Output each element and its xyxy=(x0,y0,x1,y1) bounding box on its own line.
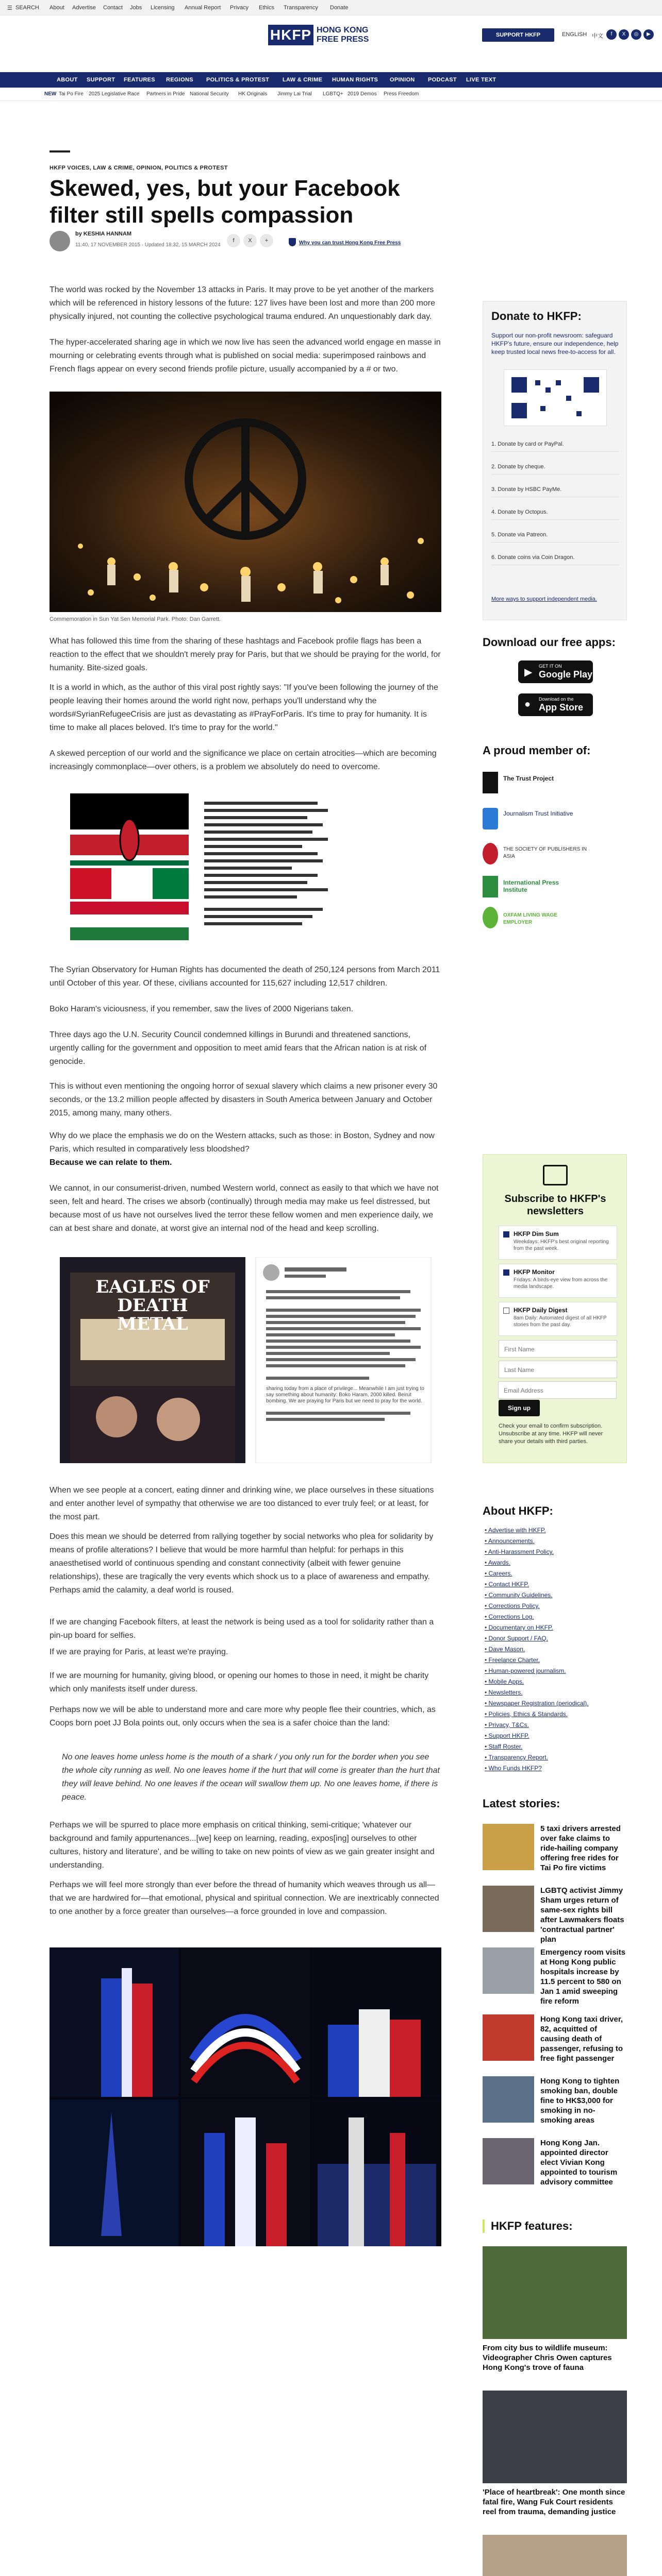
newsletter-note: Check your email to confirm subscription. Unsubscribe at any time. HKFP will never share your details with third parties. xyxy=(499,1423,603,1445)
poem-quote: No one leaves home unless home is the mouth of a shark / you only run for the border when you see the whole city running as well. No one leaves home if the hurt that will come is greater than the hurt that they will leave behind. No one leaves if the ocean will swallow them up. No one leaves home, if there is peace. xyxy=(62,1753,440,1802)
trending-bar xyxy=(0,88,662,101)
donate-option-card[interactable]: 1. Donate by card or PayPal. xyxy=(491,436,619,452)
story-thumbnail xyxy=(483,2076,534,2123)
language-english[interactable]: ENGLISH xyxy=(562,31,587,38)
donate-qr-image xyxy=(504,369,607,426)
donate-option-coin-dragon[interactable]: 6. Donate coins via Coin Dragon. xyxy=(491,550,619,565)
nav-features[interactable]: FEATURES xyxy=(124,77,155,83)
newsletter-desc: Fridays: A birds-eye view from across the media landscape. xyxy=(514,1277,608,1290)
story-title[interactable]: Hong Kong to tighten smoking ban, double fine to HK$3,000 for smoking in no-smoking areas xyxy=(540,2077,620,2125)
member-heading: A proud member of: xyxy=(483,744,591,757)
feature-thumbnail xyxy=(483,2246,627,2339)
trust-project-logo xyxy=(483,772,498,793)
publish-date: 11:40, 17 NOVEMBER 2015 · Updated 18:32, 15 MARCH 2024 xyxy=(75,242,221,248)
x-icon[interactable]: X xyxy=(619,29,629,40)
app-store-label: App Store xyxy=(539,702,584,713)
article-paragraph: A skewed perception of our world and the significance we place on certain atrocities—which are becoming increasingly commonplace—over others, is a problem we absolutely do need to overcome. xyxy=(49,749,437,771)
checkbox-icon[interactable] xyxy=(503,1231,509,1238)
article-paragraph: The Syrian Observatory for Human Rights has documented the death of 250,124 persons from March 2011 until October of this year. Of these, civilians accounted for 115,627 including 12,517 children. xyxy=(49,965,440,988)
app-store-button[interactable] xyxy=(518,693,593,716)
latest-story[interactable] xyxy=(483,2014,627,2076)
feature-story[interactable] xyxy=(483,2246,627,2372)
newsletter-desc: Weekdays: HKFP's best original reporting from the past week. xyxy=(514,1239,609,1251)
hkfp-logo[interactable]: HKFP xyxy=(268,25,313,45)
about-link[interactable]: • Newspaper Registration (periodical). xyxy=(485,1698,624,1709)
article-headline: Skewed, yes, but your Facebook filter still spells compassion xyxy=(49,176,400,228)
util-link-transparency[interactable]: Transparency xyxy=(284,5,318,11)
about-link[interactable]: • Who Funds HKFP? xyxy=(485,1763,624,1774)
support-hkfp-button[interactable]: SUPPORT HKFP xyxy=(482,28,554,42)
oxfam-name[interactable]: OXFAM LIVING WAGE EMPLOYER xyxy=(503,912,558,925)
story-thumbnail xyxy=(483,1886,534,1932)
article-paragraph-emphasis: Because we can relate to them. xyxy=(49,1158,172,1167)
article-paragraph: If we are changing Facebook filters, at least the network is being used as a tool for solidarity rather than a pin-up board for selfies. xyxy=(49,1618,434,1640)
last-name-input[interactable]: Last Name xyxy=(499,1361,617,1378)
nav-opinion[interactable]: OPINION xyxy=(390,77,415,83)
sopa-name[interactable]: THE SOCIETY OF PUBLISHERS IN ASIA xyxy=(503,846,587,859)
envelope-icon xyxy=(543,1165,568,1185)
story-title[interactable]: Emergency room visits at Hong Kong public hospitals increase by 11.5 percent to 580 on Jan 1 amid sweeping fire reform xyxy=(540,1948,626,2006)
menu-icon[interactable]: ☰ xyxy=(7,5,12,11)
trending-item[interactable]: Tai Po Fire xyxy=(59,91,84,97)
article-categories[interactable]: HKFP VOICES, LAW & CRIME, OPINION, POLITICS & PROTEST xyxy=(49,165,228,171)
util-link-annual-report[interactable]: Annual Report xyxy=(185,5,221,11)
newsletter-signup-button[interactable]: Sign up xyxy=(499,1400,540,1416)
facebook-icon[interactable]: f xyxy=(606,29,617,40)
trending-item[interactable]: 2025 Legislative Race xyxy=(89,91,140,97)
donate-more-link[interactable]: More ways to support independent media. xyxy=(491,596,597,602)
latest-story[interactable] xyxy=(483,1824,627,1886)
trending-item[interactable]: 2019 Demos xyxy=(347,91,377,97)
sidebar-donate-box xyxy=(483,301,627,620)
about-link[interactable]: • Privacy, T&Cs. xyxy=(485,1720,624,1731)
about-link[interactable]: • Transparency Report. xyxy=(485,1752,624,1763)
trending-item[interactable]: Jimmy Lai Trial xyxy=(277,91,312,97)
nav-live-text[interactable]: LIVE TEXT xyxy=(466,77,496,83)
about-link[interactable]: • Contact HKFP. xyxy=(485,1579,624,1590)
trust-link[interactable]: Why you can trust Hong Kong Free Press xyxy=(299,240,401,246)
about-link[interactable]: • Advertise with HKFP. xyxy=(485,1525,624,1536)
story-title[interactable]: LGBTQ activist Jimmy Sham urges return of same-sex rights bill after Lawmakers floats 'contractual partner' plan xyxy=(540,1886,624,1944)
trust-project-name[interactable]: The Trust Project xyxy=(503,775,554,782)
article-paragraph: Perhaps now we will be able to understand more and care more why people flee their countries, which, as Coops born poet JJ Bola points out, only occurs when the sea is a safer choice than the land: xyxy=(49,1705,436,1727)
trending-label: NEW xyxy=(44,91,57,97)
latest-story[interactable] xyxy=(483,2138,627,2200)
util-link-donate[interactable]: Donate xyxy=(330,5,349,11)
google-play-small: GET IT ON xyxy=(539,664,562,669)
donate-heading: Donate to HKFP: xyxy=(491,310,582,323)
app-store-small: Download on the xyxy=(539,697,574,702)
about-link[interactable]: • Staff Roster. xyxy=(485,1741,624,1752)
header-rule xyxy=(49,150,70,152)
util-link-about[interactable]: About xyxy=(49,5,64,11)
article-paragraph: Does this mean we should be deterred from rallying together by social networks who plea for solidarity by means of profile alterations? I believe that would be more harmful than helpful: for perhaps in this anaesthetised world of continuous spending and constant connectivity (albeit with fewer genuine relationships), these are tragically the very events which shock us to a place of awareness and empathy. Perhaps amid the calamity, a deaf world is roused. xyxy=(49,1532,434,1595)
landmarks-tricolour-collage xyxy=(49,1947,441,2246)
about-link[interactable]: • Corrections Policy. xyxy=(485,1601,624,1612)
trending-item[interactable]: Press Freedom xyxy=(384,91,419,97)
article-paragraph: If we are mourning for humanity, giving blood, or opening our homes to those in need, it might be charity which only manifests itself under duress. xyxy=(49,1671,429,1693)
article-paragraph: When we see people at a concert, eating dinner and drinking wine, we place ourselves in these situations and enter another level of sympathy that otherwise we are too distanced to ever truly feel; or at least, for the most part. xyxy=(49,1486,434,1521)
article-paragraph: The world was rocked by the November 13 attacks in Paris. It may prove to be yet another of the markers which will be referenced in history lessons of the future: 127 lives have been lost and more than 200 more physically injured, not counting the collective psychological trauma endured. An unquestionably dark day. xyxy=(49,285,435,321)
latest-heading: Latest stories: xyxy=(483,1797,560,1810)
about-links xyxy=(485,1525,624,1774)
trending-item[interactable]: LGBTQ+ xyxy=(323,91,343,97)
util-link-ethics[interactable]: Ethics xyxy=(259,5,274,11)
google-play-icon: ▶ xyxy=(524,667,533,678)
story-title[interactable]: Hong Kong Jan. appointed director elect Vivian Kong appointed to tourism advisory committee xyxy=(540,2139,618,2187)
util-link-contact[interactable]: Contact xyxy=(103,5,123,11)
about-link[interactable]: • Policies, Ethics & Standards. xyxy=(485,1709,624,1720)
nav-politics[interactable]: POLITICS & PROTEST xyxy=(206,77,270,83)
feature-story[interactable] xyxy=(483,2391,627,2517)
jti-logo xyxy=(483,808,498,829)
trending-item[interactable]: HK Originals xyxy=(238,91,268,97)
trending-item[interactable]: National Security xyxy=(190,91,229,97)
feature-story[interactable] xyxy=(483,2535,627,2576)
article-paragraph: The hyper-accelerated sharing age in which we now live has seen the advanced world engage en masse in mourning or celebrating events through what is published on social media: superimposed rainbows and French flags appear on every second friends profile picture, usually accompanied by a # or two. xyxy=(49,338,441,374)
newsletter-desc: 8am Daily: Automated digest of all HKFP stories from the past day. xyxy=(514,1315,607,1328)
donate-option-patreon[interactable]: 5. Donate via Patreon. xyxy=(491,527,619,543)
article-paragraph: Perhaps we will be spurred to place more emphasis on critical thinking, semi-critique; 'whatever our background and family appurtenances...[we] keep on learning, reading, expos[ing] ourselves to other cultures, history and literature', and be willing to take on new points of view as we gain greater insight and understanding. xyxy=(49,1821,435,1870)
newsletter-title: HKFP Daily Digest xyxy=(514,1307,568,1314)
flags-collage-image xyxy=(49,793,441,942)
article-paragraph: What has followed this time from the sharing of these hashtags and Facebook profile flags has been a reaction to the effect that we shouldn't merely pray for Paris, but that we should be praying for the world, for humanity. Bite-sized goals. xyxy=(49,637,441,672)
about-link[interactable]: • Dave Mason. xyxy=(485,1644,624,1655)
article-paragraph: Boko Haram's viciousness, if you remember, saw the lives of 2000 Nigerians taken. xyxy=(49,1005,354,1013)
about-link[interactable]: • Donor Support / FAQ. xyxy=(485,1633,624,1644)
masthead xyxy=(0,15,662,72)
story-thumbnail xyxy=(483,2138,534,2184)
newsletter-option-monitor[interactable] xyxy=(499,1264,617,1298)
apps-heading: Download our free apps: xyxy=(483,636,616,649)
poster-text: EAGLES OF DEATH METAL xyxy=(95,1277,210,1334)
about-link[interactable]: • Human-powered journalism. xyxy=(485,1666,624,1676)
nav-about[interactable]: ABOUT xyxy=(57,77,78,83)
util-link-jobs[interactable]: Jobs xyxy=(130,5,142,11)
nav-law-crime[interactable]: LAW & CRIME xyxy=(283,77,323,83)
feature-title[interactable]: From city bus to wildlife museum: Videographer Chris Owen captures Hong Kong's trove of fauna xyxy=(483,2344,612,2372)
about-link[interactable]: • Anti-Harassment Policy. xyxy=(485,1547,624,1557)
logo-wordmark[interactable] xyxy=(317,26,394,44)
instagram-icon[interactable]: ◎ xyxy=(631,29,641,40)
about-link[interactable]: • Awards. xyxy=(485,1557,624,1568)
util-link-privacy[interactable]: Privacy xyxy=(230,5,249,11)
donate-option-octopus[interactable]: 4. Donate by Octopus. xyxy=(491,504,619,520)
trending-item[interactable]: Partners in Pride xyxy=(146,91,185,97)
article-paragraph: Three days ago the U.N. Security Council condemned killings in Burundi and threatened sanctions, urgently calling for the government and opposition to meet amid fears that the African nation is at risk of genocide. xyxy=(49,1030,427,1066)
newsletter-box xyxy=(483,1154,627,1463)
about-link[interactable]: • Support HKFP. xyxy=(485,1731,624,1741)
donate-option-payme[interactable]: 3. Donate by HSBC PayMe. xyxy=(491,482,619,497)
youtube-icon[interactable]: ▶ xyxy=(643,29,654,40)
story-thumbnail xyxy=(483,1824,534,1870)
candles-photo xyxy=(49,392,441,612)
newsletter-heading: Subscribe to HKFP's newsletters xyxy=(504,1193,606,1217)
about-link[interactable]: • Freelance Charter. xyxy=(485,1655,624,1666)
feature-title[interactable]: 'Place of heartbreak': One month since fatal fire, Wang Fuk Court residents reel from trauma, demanding justice xyxy=(483,2488,625,2516)
trust-icon xyxy=(289,238,296,246)
email-input[interactable]: Email Address xyxy=(498,1381,617,1399)
share-facebook-icon[interactable]: f xyxy=(227,234,240,247)
donate-intro[interactable]: Support our non-profit newsroom: safeguard HKFP's future, ensure our independence, help keep trusted local news free-to-access for all. xyxy=(491,332,619,355)
logo-line-1: HONG KONG xyxy=(317,26,369,35)
article-paragraph: We cannot, in our consumerist-driven, numbed Western world, connect as easily to that which we have not seen, felt and heard. The crises we absorb (continually) through media may make us feel distressed, but because most of us have not ourselves lived the terror these fellow women and men experience daily, we can at best share and donate, at worst give an internal nod of the head and keep scrolling. xyxy=(49,1184,439,1233)
donate-option-cheque[interactable]: 2. Donate by cheque. xyxy=(491,459,619,474)
photo-caption: Commemoration in Sun Yat Sen Memorial Park. Photo: Dan Garrett. xyxy=(49,616,221,622)
newsletter-option-daily-digest[interactable] xyxy=(499,1302,617,1336)
first-name-input[interactable]: First Name xyxy=(499,1340,617,1358)
story-title[interactable]: 5 taxi drivers arrested over fake claims to ride-hailing company offering free rides for Tai Po fire victims xyxy=(540,1824,621,1872)
main-nav xyxy=(0,72,662,88)
latest-story[interactable] xyxy=(483,1886,627,1947)
eagles-tweet-image xyxy=(49,1257,441,1463)
latest-story[interactable] xyxy=(483,1947,627,2009)
features-heading: HKFP features: xyxy=(483,2219,627,2233)
feature-thumbnail xyxy=(483,2535,627,2576)
search-link[interactable]: SEARCH xyxy=(15,5,39,11)
about-link[interactable]: • Careers. xyxy=(485,1568,624,1579)
newsletter-option-dim-sum[interactable] xyxy=(499,1226,617,1260)
sopa-logo xyxy=(483,843,498,865)
story-title[interactable]: Hong Kong taxi driver, 82, acquitted of causing death of passenger, refusing to free fight passenger xyxy=(540,2015,623,2063)
utility-bar xyxy=(0,0,662,15)
checkbox-icon[interactable] xyxy=(503,1269,509,1276)
nav-podcast[interactable]: PODCAST xyxy=(428,77,457,83)
about-link[interactable]: • Mobile Apps. xyxy=(485,1676,624,1687)
share-x-icon[interactable]: X xyxy=(243,234,257,247)
nav-human-rights[interactable]: HUMAN RIGHTS xyxy=(332,77,378,83)
newsletter-title: HKFP Monitor xyxy=(514,1268,555,1276)
util-link-advertise[interactable]: Advertise xyxy=(72,5,96,11)
ipi-logo xyxy=(483,876,498,897)
share-more-icon[interactable]: + xyxy=(260,234,273,247)
about-link[interactable]: • Announcements. xyxy=(485,1536,624,1547)
language-chinese[interactable]: 中文 xyxy=(592,33,603,39)
newsletter-title: HKFP Dim Sum xyxy=(514,1230,559,1238)
article-paragraph: Perhaps we will feel more strongly than ever before the thread of humanity which weaves through us all—that we are hardwired for—that emotional, physical and spiritual connection. We are inextricably connected to one another by a force greater than ourselves—a force grounded in love and compassion. xyxy=(49,1880,439,1916)
apple-icon: ● xyxy=(524,699,531,710)
latest-story[interactable] xyxy=(483,2076,627,2138)
google-play-label: Google Play xyxy=(539,669,593,680)
util-link-licensing[interactable]: Licensing xyxy=(151,5,175,11)
about-heading: About HKFP: xyxy=(483,1504,553,1517)
ipi-name[interactable]: International Press Institute xyxy=(503,879,559,893)
article-paragraph: This is without even mentioning the ongoing horror of sexual slavery which claims a new prisoner every 30 seconds, or the 13.2 million people affected by disasters in South America between January and October 2015, among many, many others. xyxy=(49,1082,438,1117)
story-thumbnail xyxy=(483,2014,534,2061)
feature-thumbnail xyxy=(483,2391,627,2483)
oxfam-logo xyxy=(483,907,498,928)
story-thumbnail xyxy=(483,1947,534,1994)
article-paragraph: Why do we place the emphasis we do on the Western attacks, such as those: in Boston, Sydney and now Paris, which resulted in comparatively less bloodshed? xyxy=(49,1131,435,1154)
google-play-button[interactable] xyxy=(518,660,593,683)
author-byline[interactable]: by KESHIA HANNAM xyxy=(75,231,131,237)
jti-name[interactable]: Journalism Trust Initiative xyxy=(503,810,573,817)
nav-support[interactable]: SUPPORT xyxy=(87,77,115,83)
checkbox-icon[interactable] xyxy=(503,1308,509,1314)
logo-line-2: FREE PRESS xyxy=(317,35,369,44)
tweet-text: sharing today from a place of privilege... Meanwhile I am just trying to say something about humanity: Boko Haram, 2000 killed. Beirut bombing. We are praying for Paris but we need to pray for the world. xyxy=(266,1386,424,1404)
article-paragraph: If we are praying for Paris, at least we're praying. xyxy=(49,1648,228,1656)
article-paragraph: It is a world in which, as the author of this viral post rightly says: "If you've been following the journey of the people leaving their homes around the world right now, perhaps you'll understand why the words#SyrianRefugeeCrisis are just as devastating as #PrayForParis. It's time to pray for humanity. It is time to make all places beloved. It's time to pray for the world." xyxy=(49,683,439,732)
about-link[interactable]: • Documentary on HKFP. xyxy=(485,1622,624,1633)
nav-regions[interactable]: REGIONS xyxy=(166,77,193,83)
about-link[interactable]: • Corrections Log. xyxy=(485,1612,624,1622)
author-avatar xyxy=(49,231,70,251)
about-link[interactable]: • Community Guidelines. xyxy=(485,1590,624,1601)
about-link[interactable]: • Newsletters. xyxy=(485,1687,624,1698)
